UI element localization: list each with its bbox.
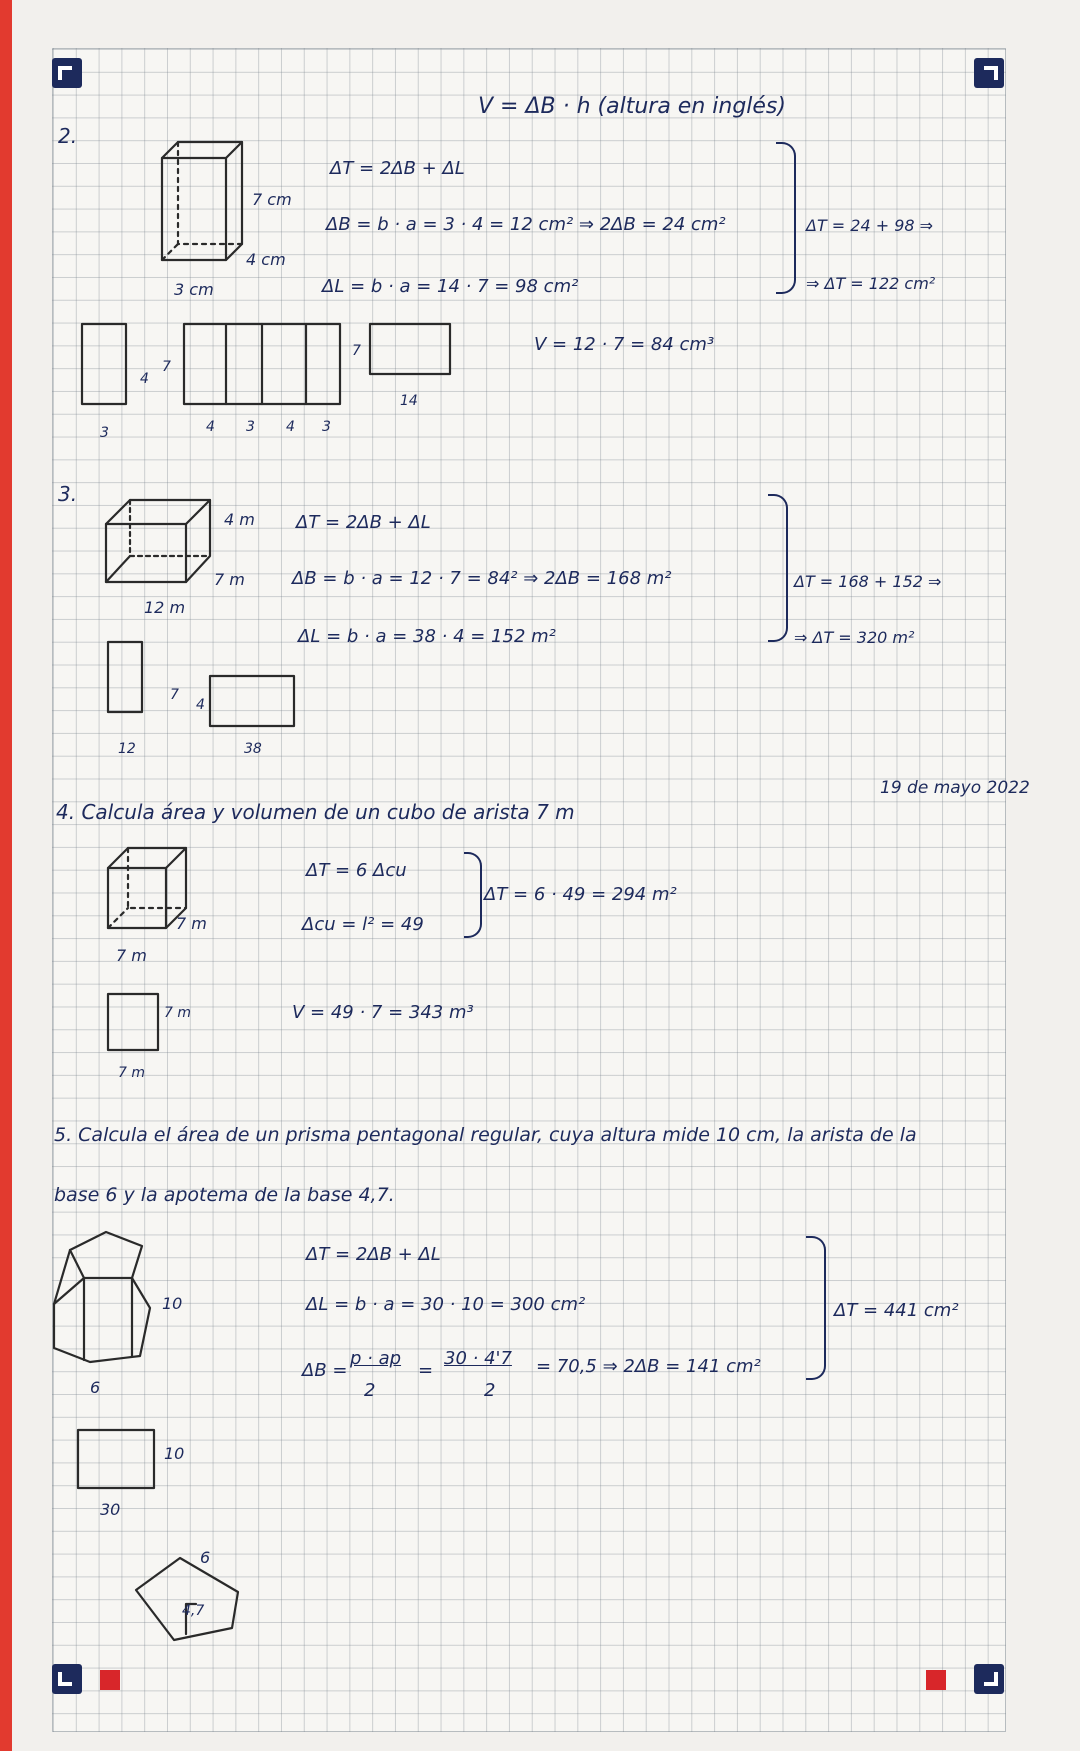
net-label: 3 [100, 425, 109, 441]
brace [768, 494, 788, 642]
net-label: 14 [400, 393, 418, 409]
pentagon-base [134, 1556, 244, 1642]
corner-mark-icon [52, 58, 82, 88]
label-height: 4 m [224, 510, 255, 529]
net-label: 7 [162, 359, 171, 375]
formula-line: ΔL = b · a = 14 · 7 = 98 cm² [322, 276, 579, 297]
exercise-title: 5. Calcula el área de un prisma pentagonal regular, cuya altura mide 10 cm, la arista de la [54, 1124, 917, 1146]
net-label: 38 [244, 741, 262, 757]
net-label: 7 [352, 343, 361, 359]
net-label: 3 [322, 419, 331, 435]
fraction-numerator: p · ap [350, 1348, 402, 1369]
net-label: 4 [286, 419, 295, 435]
label-height: 7 cm [252, 190, 292, 209]
formula-line: ΔB = [302, 1360, 348, 1381]
red-square-mark [926, 1670, 946, 1690]
net-label: 4 [206, 419, 215, 435]
volume-line: V = 49 · 7 = 343 m³ [292, 1002, 474, 1023]
net-label: 4,7 [182, 1603, 205, 1619]
net-label: 12 [118, 741, 136, 757]
label-width: 3 cm [174, 280, 214, 299]
brace [464, 852, 482, 938]
formula-line: ΔT = 2ΔB + ΔL [330, 158, 465, 179]
red-square-mark [100, 1670, 120, 1690]
corner-mark-icon [974, 1664, 1004, 1694]
formula-line: ΔL = b · a = 30 · 10 = 300 cm² [306, 1294, 586, 1315]
net-label: 4 [140, 371, 149, 387]
net-label: 7 m [164, 1005, 191, 1021]
formula-line: ΔT = 2ΔB + ΔL [306, 1244, 441, 1265]
net-label: 7 m [118, 1065, 145, 1081]
label-depth: 4 cm [246, 250, 286, 269]
corner-mark-icon [974, 58, 1004, 88]
brace [806, 1236, 826, 1380]
net-label: 30 [100, 1500, 121, 1519]
formula-line: = [418, 1360, 434, 1381]
exercise-title: base 6 y la apotema de la base 4,7. [54, 1184, 395, 1206]
formula-line: Δcu = l² = 49 [302, 914, 424, 935]
label-height: 10 [162, 1294, 183, 1313]
result-line: ΔT = 168 + 152 ⇒ [794, 572, 942, 591]
prism-figure [160, 140, 250, 290]
net-label: 7 [170, 687, 179, 703]
formula-line: ΔL = b · a = 38 · 4 = 152 m² [298, 626, 556, 647]
brace [776, 142, 796, 294]
net-label: 3 [246, 419, 255, 435]
volume-line: V = 12 · 7 = 84 cm³ [534, 334, 715, 355]
label-width: 12 m [144, 598, 186, 617]
formula-line: ΔB = b · a = 12 · 7 = 84² ⇒ 2ΔB = 168 m² [292, 568, 672, 589]
prism-net [76, 1428, 156, 1490]
result-line: ΔT = 441 cm² [834, 1300, 959, 1321]
net-label: 4 [196, 697, 205, 713]
notebook-edge [0, 0, 12, 1751]
exercise-number: 2. [58, 124, 78, 148]
label-edge: 7 m [176, 914, 207, 933]
date: 19 de mayo 2022 [880, 778, 1030, 798]
label-depth: 7 m [214, 570, 245, 589]
volume-formula: V = ΔB · h (altura en inglés) [478, 94, 786, 119]
fraction-denominator: 2 [364, 1380, 376, 1401]
fraction-numerator: 30 · 4'7 [444, 1348, 512, 1369]
exercise-title: 4. Calcula área y volumen de un cubo de arista 7 m [56, 800, 575, 824]
net-label: 10 [164, 1444, 185, 1463]
label-edge: 6 [90, 1378, 101, 1397]
prism-net [106, 640, 296, 730]
formula-line: ΔT = 6 Δcu [306, 860, 407, 881]
formula-line: ΔT = 2ΔB + ΔL [296, 512, 431, 533]
result-line: ⇒ ΔT = 320 m² [794, 628, 915, 647]
pentagonal-prism-figure [50, 1228, 160, 1368]
formula-line: ΔB = b · a = 3 · 4 = 12 cm² ⇒ 2ΔB = 24 cm² [326, 214, 726, 235]
result-line: ΔT = 6 · 49 = 294 m² [484, 884, 677, 905]
label-base: 7 m [116, 946, 147, 965]
net-label: 6 [200, 1548, 211, 1567]
result-line: ΔT = 24 + 98 ⇒ [806, 216, 934, 235]
exercise-number: 3. [58, 482, 78, 506]
corner-mark-icon [52, 1664, 82, 1694]
formula-line: = 70,5 ⇒ 2ΔB = 141 cm² [536, 1356, 761, 1377]
prism-figure [104, 498, 224, 588]
fraction-denominator: 2 [484, 1380, 496, 1401]
cube-net [106, 992, 160, 1052]
result-line: ⇒ ΔT = 122 cm² [806, 274, 936, 293]
